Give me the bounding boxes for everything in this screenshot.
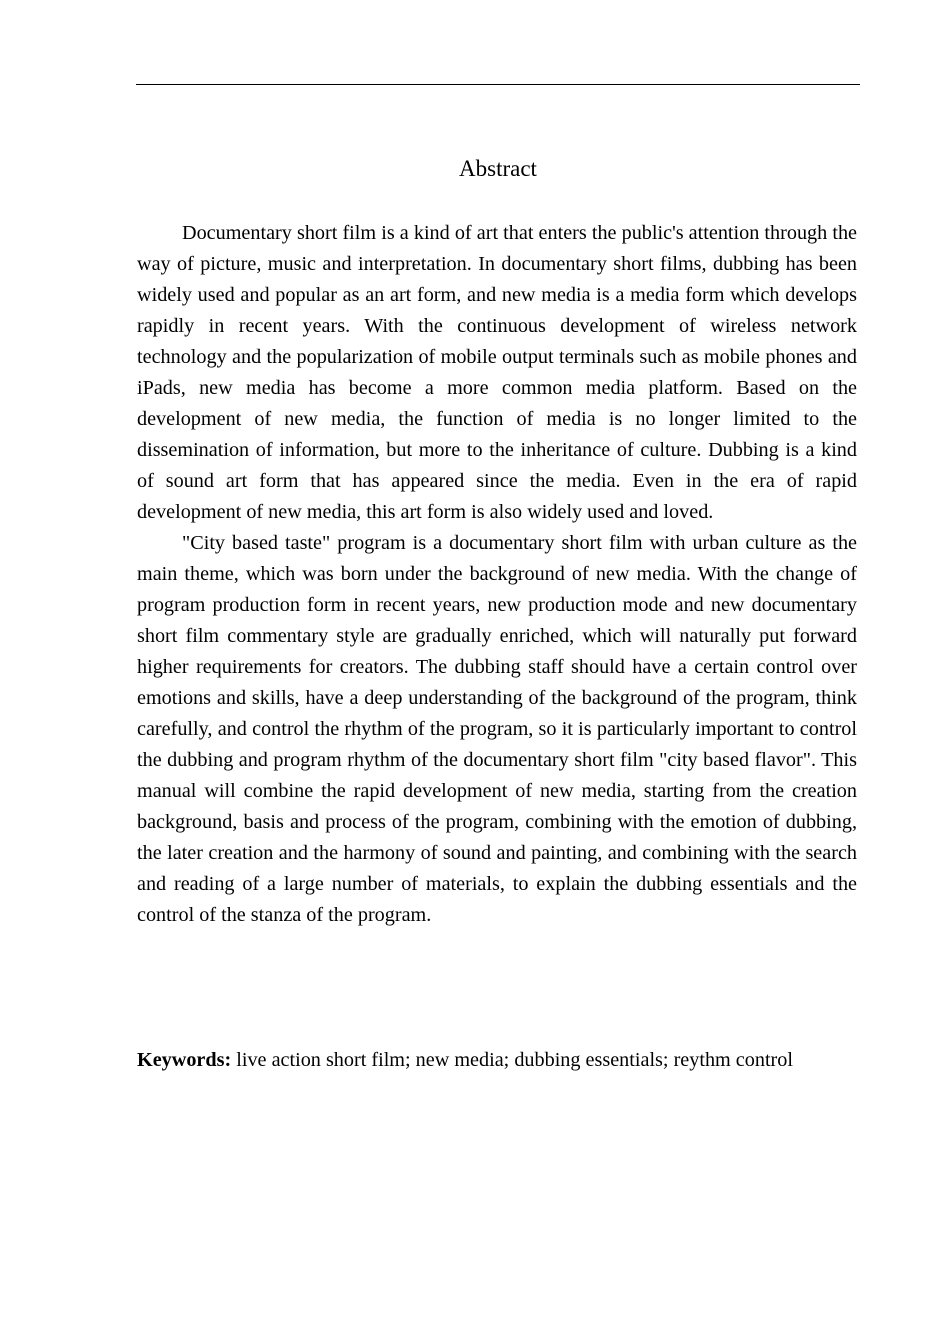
- abstract-paragraph-2: "City based taste" program is a documentary short film with urban culture as the main theme, which was born under the background of new media. With the change of program production form in recent years, new production mode and new documentary short film commentary style are gradually enriched, which will naturally put forward higher requirements for creators. The dubbing staff should have a certain control over emotions and skills, have a deep understanding of the background of the program, think carefully, and control the rhythm of the program, so it is particularly important to control the dubbing and program rhythm of the documentary short film "city based flavor". This manual will combine the rapid development of new media, starting from the creation background, basis and process of the program, combining with the emotion of dubbing, the later creation and the harmony of sound and painting, and combining with the search and reading of a large number of materials, to explain the dubbing essentials and the control of the stanza of the program.: [137, 532, 857, 926]
- keywords-line: [137, 1045, 837, 1076]
- abstract-body: [137, 218, 857, 931]
- keywords-text: live action short film; new media; dubbing essentials; reythm control: [231, 1049, 793, 1071]
- page-title: Abstract: [459, 156, 537, 181]
- abstract-paragraph-1: Documentary short film is a kind of art that enters the public's attention through the way of picture, music and interpretation. In documentary short films, dubbing has been widely used and popular as an art form, and new media is a media form which develops rapidly in recent years. With the continuous development of wireless network technology and the popularization of mobile output terminals such as mobile phones and iPads, new media has become a more common media platform. Based on the development of new media, the function of media is no longer limited to the dissemination of information, but more to the inheritance of culture. Dubbing is a kind of sound art form that has appeared since the media. Even in the era of rapid development of new media, this art form is also widely used and loved.: [137, 222, 857, 523]
- keywords-label: Keywords:: [137, 1049, 232, 1071]
- header-rule: [136, 84, 860, 85]
